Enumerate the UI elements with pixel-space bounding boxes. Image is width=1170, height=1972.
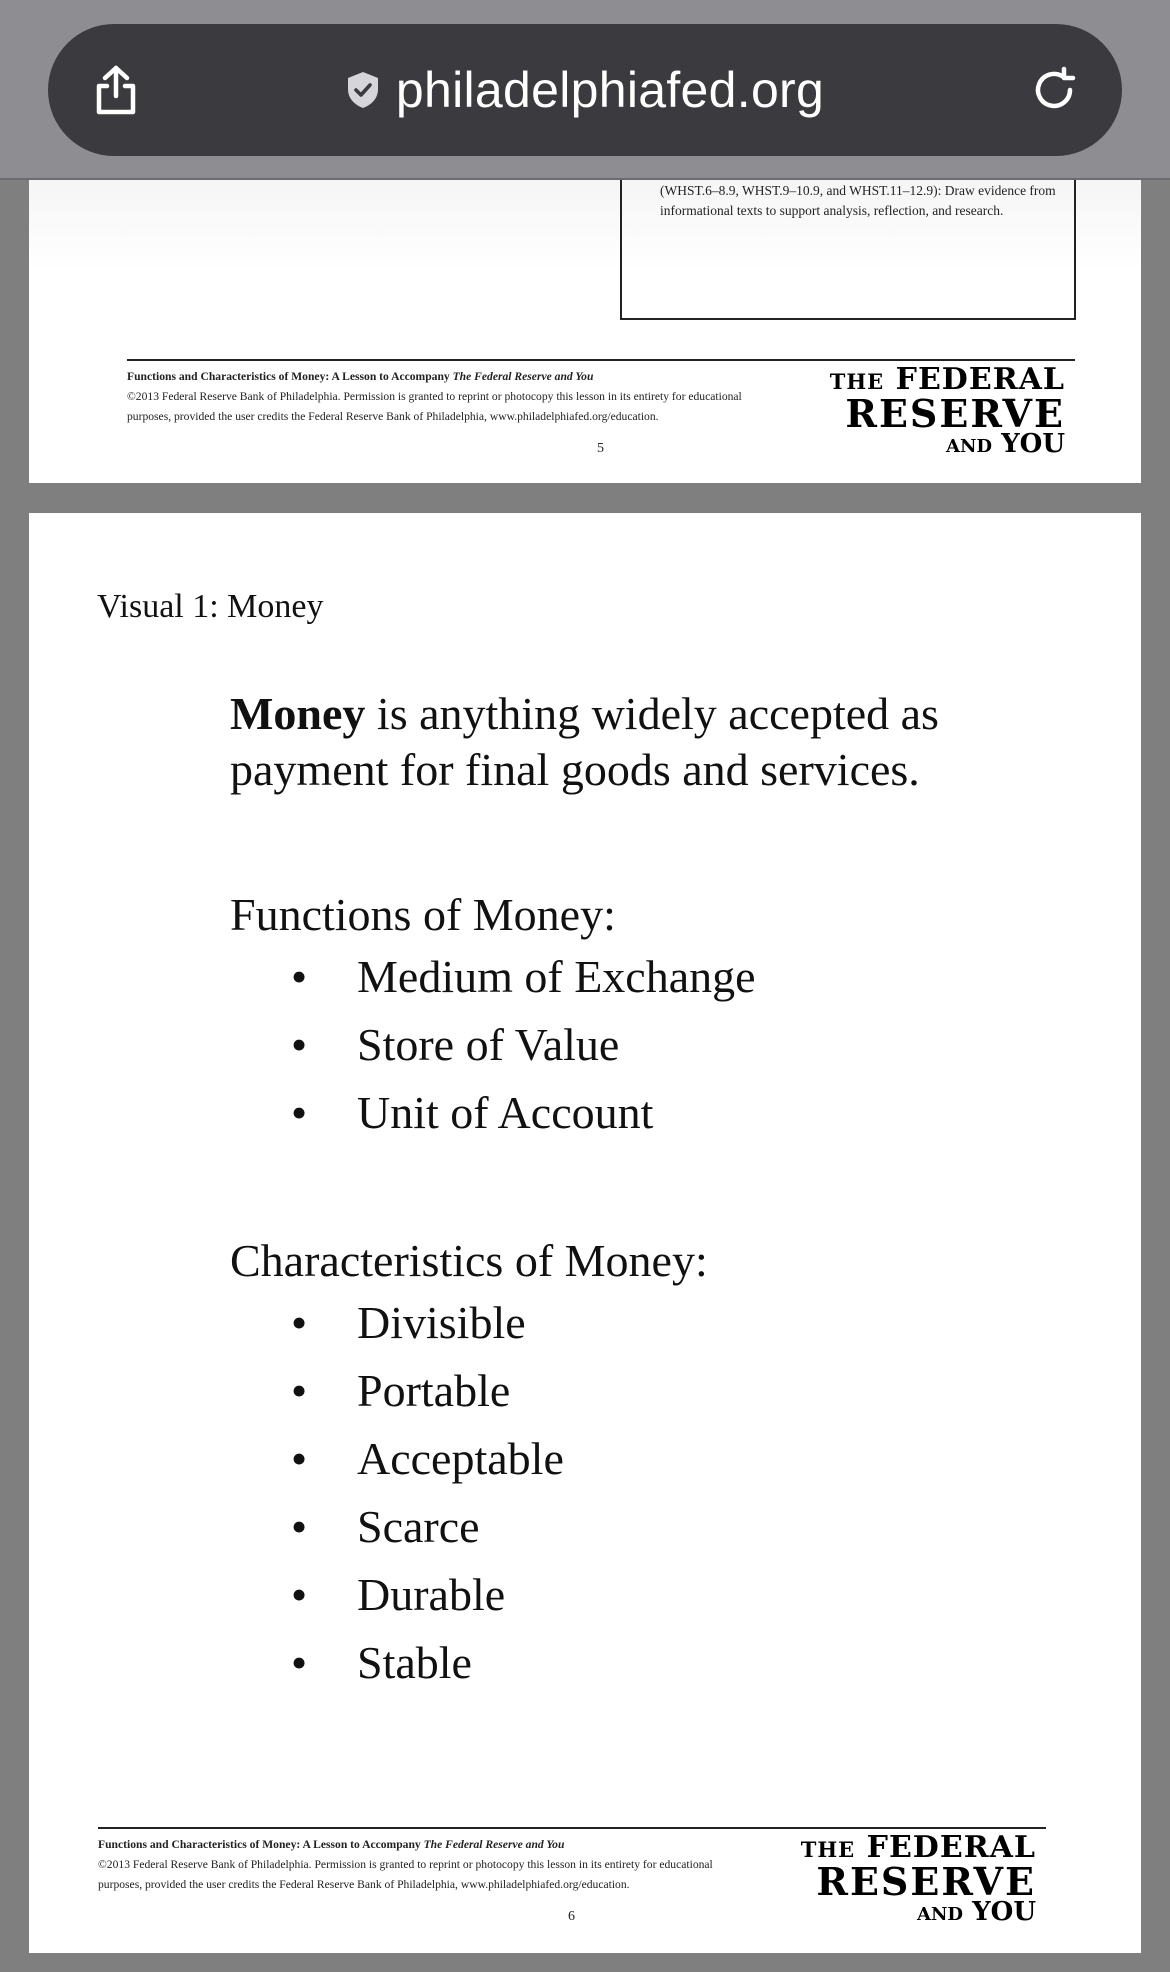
document-page-6 bbox=[29, 513, 1141, 1953]
browser-toolbar bbox=[0, 0, 1170, 180]
standards-item: • (WHST.6–8.9, WHST.9–10.9, and WHST.11–12.9): Draw evidence from informational texts to support analysis, reflection, and research. bbox=[660, 160, 1060, 222]
footer-divider bbox=[98, 1827, 1046, 1829]
footer-divider bbox=[127, 359, 1075, 361]
list-item: • Unit of Account bbox=[291, 1084, 756, 1152]
federal-reserve-and-you-logo: THE FEDERAL RESERVE AND YOU bbox=[829, 362, 1065, 459]
list-item: • Stable bbox=[291, 1634, 564, 1702]
page-number: 5 bbox=[597, 441, 604, 456]
list-item: • Acceptable bbox=[291, 1430, 564, 1498]
functions-list bbox=[291, 948, 756, 1152]
functions-heading: Functions of Money: bbox=[230, 889, 616, 940]
visual-label: Visual 1: Money bbox=[97, 588, 324, 625]
shield-check-icon bbox=[346, 71, 380, 109]
footer-text bbox=[98, 1835, 718, 1895]
list-item: • Store of Value bbox=[291, 1016, 756, 1084]
characteristics-list bbox=[291, 1294, 564, 1702]
federal-reserve-and-you-logo: THE FEDERAL RESERVE AND YOU bbox=[800, 1830, 1036, 1927]
money-definition bbox=[230, 686, 1090, 798]
reload-button[interactable] bbox=[1026, 62, 1082, 118]
page-footer bbox=[127, 359, 1075, 469]
footer-copyright: ©2013 Federal Reserve Bank of Philadelphia. Permission is granted to reprint or photocopy this lesson in its entirety for educational purposes, provided the user credits the Federal Reserve Bank of Philadelphia, www.philadelphiafed.org/education. bbox=[127, 390, 742, 423]
address-bar[interactable] bbox=[48, 24, 1122, 156]
page-footer bbox=[98, 1827, 1046, 1937]
list-item: • Durable bbox=[291, 1566, 564, 1634]
list-item: • Portable bbox=[291, 1362, 564, 1430]
footer-title: Functions and Characteristics of Money: A Lesson to Accompany The Federal Reserve and You bbox=[127, 370, 594, 383]
definition-term: Money bbox=[230, 688, 366, 739]
page-number: 6 bbox=[568, 1909, 575, 1924]
list-item: • Medium of Exchange bbox=[291, 948, 756, 1016]
definition-text: is anything widely accepted as payment for final goods and services. bbox=[230, 688, 939, 795]
list-item: • Scarce bbox=[291, 1498, 564, 1566]
footer-text bbox=[127, 367, 747, 427]
url-text[interactable]: philadelphiafed.org bbox=[395, 62, 825, 118]
list-item: • Divisible bbox=[291, 1294, 564, 1362]
footer-copyright: ©2013 Federal Reserve Bank of Philadelphia. Permission is granted to reprint or photocopy this lesson in its entirety for educational purposes, provided the user credits the Federal Reserve Bank of Philadelphia, www.philadelphiafed.org/education. bbox=[98, 1858, 713, 1891]
reload-icon bbox=[1030, 66, 1078, 114]
document-page-5 bbox=[29, 150, 1141, 483]
characteristics-heading: Characteristics of Money: bbox=[230, 1235, 708, 1286]
footer-title: Functions and Characteristics of Money: A Lesson to Accompany The Federal Reserve and You bbox=[98, 1838, 565, 1851]
